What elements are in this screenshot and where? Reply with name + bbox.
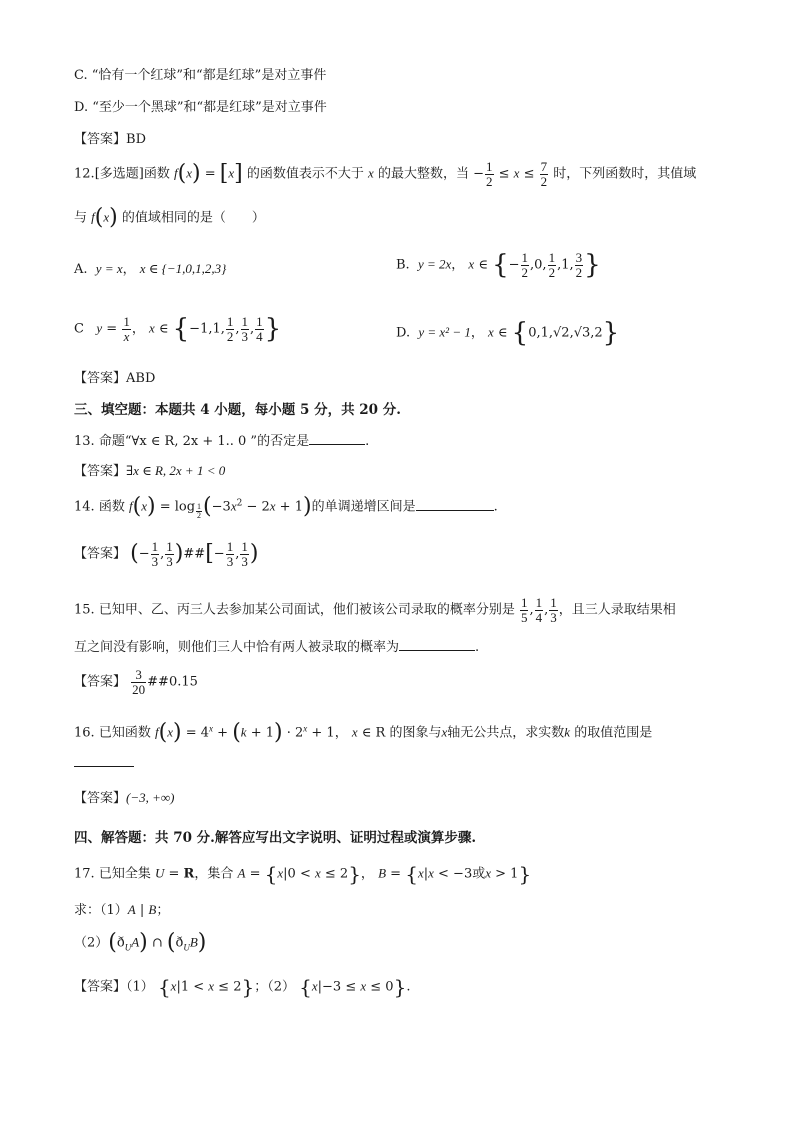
q12-stem-line2: 与 f(x) 的值域相同的是（ ） (74, 205, 265, 230)
section-4-heading: 四、解答题：共 70 分.解答应写出文字说明、证明过程或演算步骤. (74, 830, 477, 846)
section-3-heading: 三、填空题：本题共 4 小题，每小题 5 分，共 20 分. (74, 402, 401, 418)
q16-stem: 16. 已知函数 $f(x) = 4^x + (k + 1) \cdot 2^x + 1$， x ∈ R 的图象与x轴无公共点，求实数k 的取值范围是 (74, 720, 653, 745)
q15-answer: 【答案】 $\frac{3}{20}$ ##0.15 (74, 667, 198, 697)
q16-answer: 【答案】(−3, +∞) (74, 790, 175, 806)
q11-option-d: D. “至少一个黑球”和“都是红球”是对立事件 (74, 100, 327, 115)
q17-ask-2: $(2)(ð_UA)$ ∩ $(ð_UB)$ (74, 930, 207, 955)
q12-option-a: A. y = x， x ∈ {−1,0,1,2,3} (74, 261, 227, 277)
q11-answer: 【答案】BD (74, 132, 146, 147)
q12-option-b: B. y = 2x， x ∈ {− $\frac{1}{2}$ ,0, $\frac{1}{2}$ ,1, $\frac{3}{2}$ } (396, 249, 601, 280)
q14-stem: 14. 函数 f(x) = log $_{\frac{1}{2}}$ $(-3x^2 - 2x + 1)$的单调递增区间是 . (74, 494, 498, 521)
q17-ask-1: 求：（1）A | B； (74, 902, 170, 918)
q14-answer: 【答案】 (− $\frac{1}{3}$ , $\frac{1}{3}$ )##[− $\frac{1}{3}$ , $\frac{1}{3}$ ) (74, 539, 259, 569)
q15-stem-line2: 互之间没有影响，则他们三人中恰有两人被录取的概率为 . (74, 640, 480, 655)
q17-stem: 17. 已知全集 U = R，集合 A = {x|0 < x ≤ 2}， B = {x|x < −3或x > 1} (74, 862, 532, 886)
q12-option-c: C y = $\frac{1}{x}$ ， x ∈ {−1,1, $\frac{1}{2}$ , $\frac{1}{3}$ , $\frac{1}{4}$ } (74, 313, 282, 344)
q17-answer: 【答案】（1） {x|1 < x ≤ 2}；（2） {x|−3 ≤ x ≤ 0}. (74, 975, 411, 999)
q12-answer: 【答案】ABD (74, 371, 156, 386)
q11-option-c: C. “恰有一个红球”和“都是红球”是对立事件 (74, 68, 327, 83)
q12-option-d: D. y = x² − 1， x ∈ {0,1,√2,√3,2} (396, 318, 620, 348)
q15-stem: 15. 已知甲、乙、丙三人去参加某公司面试，他们被该公司录取的概率分别是 $\frac{1}{5}$ , $\frac{1}{4}$ , $\frac{1}{3}$ ，且三人录取结果相 (74, 595, 676, 625)
q12-stem: 12.[多选题]函数 f(x) = [x] 的函数值表示不大于 x 的最大整数，当 − $\frac{1}{2}$ ≤ x ≤ $\frac{7}{2}$ 时，下列函数时，其值域 (74, 159, 697, 189)
q13-answer: 【答案】∃x ∈ R, 2x + 1 < 0 (74, 463, 226, 479)
q16-blank (74, 756, 134, 772)
q13-stem: 13. 命题“∀x ∈ R, 2x + 1.. 0 ”的否定是 . (74, 434, 370, 449)
